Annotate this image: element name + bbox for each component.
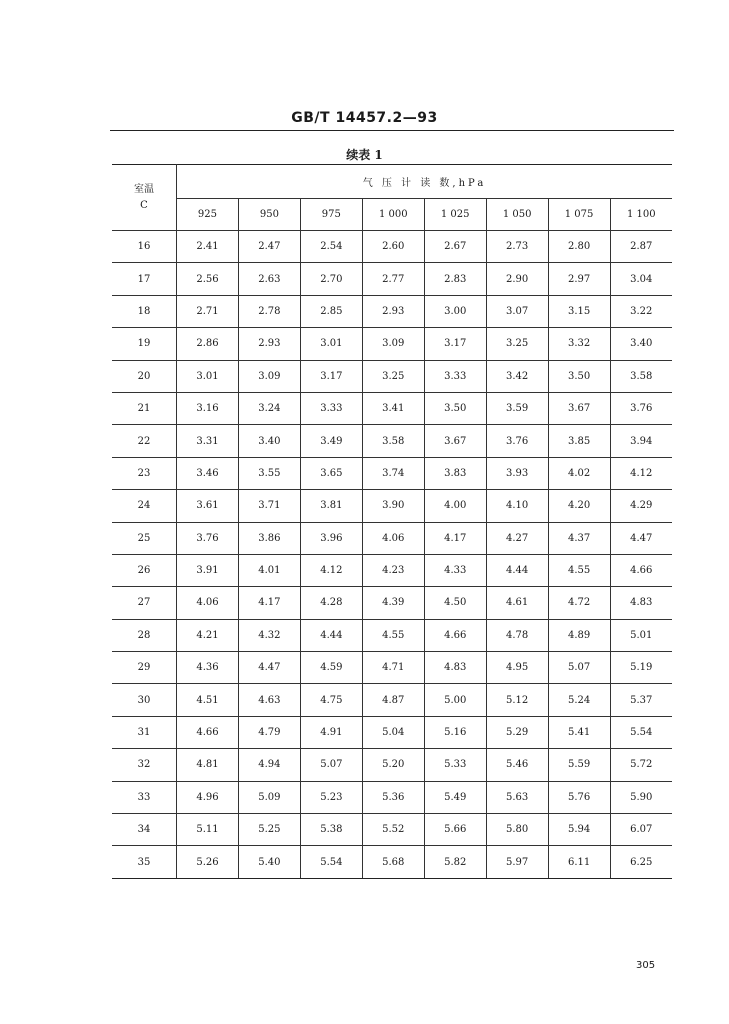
value-cell: 5.01: [610, 619, 672, 651]
table-title: 续表 1: [346, 148, 383, 162]
table-row: [112, 554, 672, 586]
value-cell: 4.17: [238, 587, 300, 619]
value-cell: 5.52: [362, 814, 424, 846]
table-row: [112, 716, 672, 748]
value-cell: 2.77: [362, 263, 424, 295]
value-cell: 3.40: [238, 425, 300, 457]
header-rule: [110, 130, 674, 131]
value-cell: 5.66: [424, 814, 486, 846]
value-cell: 2.70: [300, 263, 362, 295]
value-cell: 3.40: [610, 328, 672, 360]
value-cell: 3.24: [238, 392, 300, 424]
value-cell: 5.00: [424, 684, 486, 716]
value-cell: 2.93: [362, 295, 424, 327]
temperature-cell: 24: [112, 490, 177, 522]
value-cell: 4.36: [177, 652, 239, 684]
value-cell: 2.73: [486, 231, 548, 263]
table-row: [112, 295, 672, 327]
value-cell: 4.10: [486, 490, 548, 522]
table-row: [112, 392, 672, 424]
value-cell: 5.07: [548, 652, 610, 684]
value-cell: 4.50: [424, 587, 486, 619]
value-cell: 2.86: [177, 328, 239, 360]
column-header: 975: [300, 199, 362, 231]
value-cell: 5.12: [486, 684, 548, 716]
value-cell: 3.58: [610, 360, 672, 392]
value-cell: 3.01: [177, 360, 239, 392]
temperature-cell: 28: [112, 619, 177, 651]
value-cell: 4.23: [362, 554, 424, 586]
value-cell: 3.33: [424, 360, 486, 392]
column-header: 1 100: [610, 199, 672, 231]
value-cell: 4.95: [486, 652, 548, 684]
value-cell: 5.54: [300, 846, 362, 878]
value-cell: 2.67: [424, 231, 486, 263]
value-cell: 5.33: [424, 749, 486, 781]
temperature-cell: 35: [112, 846, 177, 878]
temperature-cell: 22: [112, 425, 177, 457]
page-number: 305: [636, 960, 656, 971]
value-cell: 4.12: [610, 457, 672, 489]
table-row: [112, 781, 672, 813]
value-cell: 2.97: [548, 263, 610, 295]
value-cell: 2.60: [362, 231, 424, 263]
table-row: [112, 490, 672, 522]
value-cell: 3.41: [362, 392, 424, 424]
value-cell: 4.66: [177, 716, 239, 748]
value-cell: 5.38: [300, 814, 362, 846]
value-cell: 5.37: [610, 684, 672, 716]
value-cell: 2.80: [548, 231, 610, 263]
value-cell: 6.07: [610, 814, 672, 846]
value-cell: 3.65: [300, 457, 362, 489]
value-cell: 3.07: [486, 295, 548, 327]
value-cell: 2.93: [238, 328, 300, 360]
value-cell: 3.01: [300, 328, 362, 360]
value-cell: 5.25: [238, 814, 300, 846]
value-cell: 5.49: [424, 781, 486, 813]
table-row: [112, 231, 672, 263]
value-cell: 5.94: [548, 814, 610, 846]
value-cell: 4.51: [177, 684, 239, 716]
value-cell: 5.04: [362, 716, 424, 748]
value-cell: 3.94: [610, 425, 672, 457]
value-cell: 2.41: [177, 231, 239, 263]
column-group-header: 气 压 计 读 数,hPa: [177, 165, 673, 199]
table-row: [112, 360, 672, 392]
value-cell: 3.25: [362, 360, 424, 392]
value-cell: 2.54: [300, 231, 362, 263]
table-row: [112, 425, 672, 457]
value-cell: 3.76: [610, 392, 672, 424]
value-cell: 3.33: [300, 392, 362, 424]
value-cell: 5.29: [486, 716, 548, 748]
temperature-cell: 33: [112, 781, 177, 813]
value-cell: 5.40: [238, 846, 300, 878]
value-cell: 4.71: [362, 652, 424, 684]
value-cell: 3.16: [177, 392, 239, 424]
value-cell: 4.89: [548, 619, 610, 651]
value-cell: 5.16: [424, 716, 486, 748]
value-cell: 4.94: [238, 749, 300, 781]
temperature-cell: 29: [112, 652, 177, 684]
value-cell: 3.17: [300, 360, 362, 392]
standard-code-header: GB/T 14457.2—93: [291, 110, 438, 126]
value-cell: 4.17: [424, 522, 486, 554]
value-cell: 3.90: [362, 490, 424, 522]
value-cell: 5.19: [610, 652, 672, 684]
temperature-cell: 21: [112, 392, 177, 424]
column-header: 1 025: [424, 199, 486, 231]
value-cell: 6.11: [548, 846, 610, 878]
value-cell: 4.83: [610, 587, 672, 619]
value-cell: 4.63: [238, 684, 300, 716]
value-cell: 3.85: [548, 425, 610, 457]
table-header-row-group: [112, 165, 672, 199]
value-cell: 5.09: [238, 781, 300, 813]
value-cell: 4.12: [300, 554, 362, 586]
value-cell: 4.28: [300, 587, 362, 619]
value-cell: 3.04: [610, 263, 672, 295]
value-cell: 3.46: [177, 457, 239, 489]
value-cell: 3.09: [362, 328, 424, 360]
value-cell: 2.85: [300, 295, 362, 327]
row-header-label: 室温: [134, 183, 154, 195]
value-cell: 4.21: [177, 619, 239, 651]
table-row: [112, 749, 672, 781]
value-cell: 3.71: [238, 490, 300, 522]
value-cell: 3.81: [300, 490, 362, 522]
temperature-cell: 25: [112, 522, 177, 554]
value-cell: 5.46: [486, 749, 548, 781]
value-cell: 4.47: [238, 652, 300, 684]
value-cell: 4.47: [610, 522, 672, 554]
table-row: [112, 652, 672, 684]
value-cell: 5.59: [548, 749, 610, 781]
value-cell: 4.79: [238, 716, 300, 748]
row-header-unit: C: [140, 199, 148, 211]
value-cell: 5.36: [362, 781, 424, 813]
value-cell: 4.59: [300, 652, 362, 684]
temperature-cell: 16: [112, 231, 177, 263]
value-cell: 4.06: [177, 587, 239, 619]
value-cell: 2.87: [610, 231, 672, 263]
temperature-cell: 32: [112, 749, 177, 781]
table-body: [112, 231, 672, 879]
value-cell: 4.44: [300, 619, 362, 651]
temperature-cell: 27: [112, 587, 177, 619]
temperature-cell: 17: [112, 263, 177, 295]
temperature-cell: 23: [112, 457, 177, 489]
value-cell: 4.33: [424, 554, 486, 586]
table-row: [112, 684, 672, 716]
value-cell: 4.55: [362, 619, 424, 651]
value-cell: 5.20: [362, 749, 424, 781]
temperature-cell: 31: [112, 716, 177, 748]
value-cell: 3.17: [424, 328, 486, 360]
temperature-cell: 34: [112, 814, 177, 846]
value-cell: 3.55: [238, 457, 300, 489]
value-cell: 4.37: [548, 522, 610, 554]
value-cell: 6.25: [610, 846, 672, 878]
value-cell: 3.00: [424, 295, 486, 327]
value-cell: 3.58: [362, 425, 424, 457]
value-cell: 3.32: [548, 328, 610, 360]
value-cell: 4.29: [610, 490, 672, 522]
value-cell: 3.50: [548, 360, 610, 392]
value-cell: 3.67: [424, 425, 486, 457]
value-cell: 2.90: [486, 263, 548, 295]
value-cell: 5.11: [177, 814, 239, 846]
value-cell: 2.63: [238, 263, 300, 295]
value-cell: 4.66: [424, 619, 486, 651]
value-cell: 4.87: [362, 684, 424, 716]
value-cell: 5.97: [486, 846, 548, 878]
value-cell: 4.61: [486, 587, 548, 619]
value-cell: 4.06: [362, 522, 424, 554]
table-row: [112, 457, 672, 489]
vapor-pressure-table: [112, 164, 672, 879]
value-cell: 3.22: [610, 295, 672, 327]
value-cell: 4.32: [238, 619, 300, 651]
value-cell: 4.78: [486, 619, 548, 651]
value-cell: 3.09: [238, 360, 300, 392]
value-cell: 3.59: [486, 392, 548, 424]
value-cell: 4.66: [610, 554, 672, 586]
table-row: [112, 263, 672, 295]
table-row: [112, 846, 672, 878]
value-cell: 3.76: [486, 425, 548, 457]
value-cell: 4.96: [177, 781, 239, 813]
value-cell: 5.41: [548, 716, 610, 748]
value-cell: 4.83: [424, 652, 486, 684]
value-cell: 3.96: [300, 522, 362, 554]
value-cell: 3.86: [238, 522, 300, 554]
value-cell: 2.56: [177, 263, 239, 295]
value-cell: 5.24: [548, 684, 610, 716]
value-cell: 3.93: [486, 457, 548, 489]
value-cell: 5.68: [362, 846, 424, 878]
value-cell: 4.44: [486, 554, 548, 586]
value-cell: 3.15: [548, 295, 610, 327]
value-cell: 2.47: [238, 231, 300, 263]
value-cell: 3.76: [177, 522, 239, 554]
value-cell: 3.83: [424, 457, 486, 489]
value-cell: 4.20: [548, 490, 610, 522]
table-row: [112, 328, 672, 360]
value-cell: 5.63: [486, 781, 548, 813]
value-cell: 2.78: [238, 295, 300, 327]
value-cell: 5.90: [610, 781, 672, 813]
table-row: [112, 587, 672, 619]
value-cell: 4.81: [177, 749, 239, 781]
table-header-row-columns: [112, 199, 672, 231]
column-header: 1 000: [362, 199, 424, 231]
value-cell: 5.26: [177, 846, 239, 878]
column-header: 925: [177, 199, 239, 231]
value-cell: 3.25: [486, 328, 548, 360]
value-cell: 3.61: [177, 490, 239, 522]
row-header-cell: [112, 165, 177, 231]
value-cell: 3.67: [548, 392, 610, 424]
value-cell: 2.83: [424, 263, 486, 295]
temperature-cell: 26: [112, 554, 177, 586]
value-cell: 5.82: [424, 846, 486, 878]
value-cell: 3.42: [486, 360, 548, 392]
column-header: 1 050: [486, 199, 548, 231]
table-row: [112, 619, 672, 651]
value-cell: 5.23: [300, 781, 362, 813]
value-cell: 4.75: [300, 684, 362, 716]
table-row: [112, 814, 672, 846]
value-cell: 3.31: [177, 425, 239, 457]
value-cell: 4.00: [424, 490, 486, 522]
value-cell: 4.27: [486, 522, 548, 554]
value-cell: 5.72: [610, 749, 672, 781]
temperature-cell: 20: [112, 360, 177, 392]
value-cell: 3.74: [362, 457, 424, 489]
value-cell: 3.91: [177, 554, 239, 586]
temperature-cell: 18: [112, 295, 177, 327]
temperature-cell: 19: [112, 328, 177, 360]
column-header: 950: [238, 199, 300, 231]
value-cell: 3.50: [424, 392, 486, 424]
value-cell: 5.76: [548, 781, 610, 813]
value-cell: 4.01: [238, 554, 300, 586]
value-cell: 5.07: [300, 749, 362, 781]
value-cell: 5.80: [486, 814, 548, 846]
value-cell: 4.72: [548, 587, 610, 619]
value-cell: 4.91: [300, 716, 362, 748]
temperature-cell: 30: [112, 684, 177, 716]
value-cell: 2.71: [177, 295, 239, 327]
value-cell: 4.02: [548, 457, 610, 489]
value-cell: 4.55: [548, 554, 610, 586]
column-header: 1 075: [548, 199, 610, 231]
value-cell: 3.49: [300, 425, 362, 457]
value-cell: 5.54: [610, 716, 672, 748]
value-cell: 4.39: [362, 587, 424, 619]
table-row: [112, 522, 672, 554]
